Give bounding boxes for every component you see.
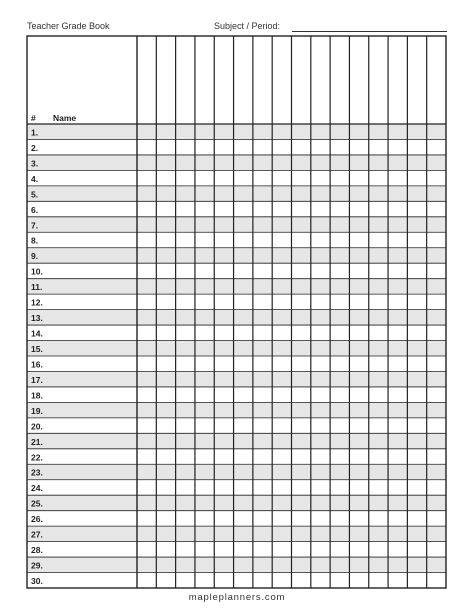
row-number-label: 28. [31, 545, 43, 556]
row-number-label: 8. [31, 235, 39, 246]
row-number-label: 9. [31, 251, 39, 262]
row-shading [27, 155, 446, 170]
row-number-label: 23. [31, 467, 43, 478]
row-number-label: 3. [31, 158, 39, 169]
row-shading [27, 248, 446, 263]
row-number-label: 1. [31, 127, 39, 138]
row-number-label: 25. [31, 498, 43, 509]
row-shading [27, 557, 446, 572]
row-number-label: 18. [31, 390, 43, 401]
subject-period-label: Subject / Period: [214, 21, 281, 31]
row-number-label: 30. [31, 576, 43, 586]
row-number-label: 26. [31, 514, 43, 525]
footer-website: mapleplanners.com [188, 592, 286, 603]
row-number-label: 17. [31, 374, 43, 385]
row-number-label: 11. [31, 282, 43, 293]
row-number-label: 24. [31, 483, 43, 494]
row-number-label: 14. [31, 328, 43, 339]
row-shading [27, 217, 446, 232]
row-number-label: 19. [31, 405, 43, 416]
row-number-label: 20. [31, 421, 43, 432]
row-number-label: 27. [31, 529, 43, 540]
row-number-label: 13. [31, 313, 43, 324]
row-shading [27, 341, 446, 356]
number-column-header: # [31, 113, 36, 123]
row-number-label: 29. [31, 560, 43, 571]
row-number-label: 2. [31, 142, 39, 153]
row-number-label: 12. [31, 297, 43, 308]
row-shading [27, 279, 446, 294]
row-number-label: 4. [31, 173, 39, 184]
row-number-label: 21. [31, 436, 43, 447]
row-number-label: 10. [31, 266, 43, 277]
row-shading [27, 124, 446, 139]
row-number-label: 5. [31, 189, 39, 200]
row-shading [27, 186, 446, 201]
row-shading [27, 526, 446, 541]
row-number-label: 6. [31, 204, 39, 215]
row-number-label: 16. [31, 359, 43, 370]
row-shading [27, 464, 446, 479]
row-shading [27, 310, 446, 325]
row-shading [27, 371, 446, 386]
row-number-label: 7. [31, 220, 39, 231]
row-number-label: 22. [31, 452, 43, 463]
row-shading [27, 433, 446, 448]
row-shading [27, 495, 446, 510]
name-column-header: Name [53, 113, 77, 123]
row-number-label: 15. [31, 344, 43, 354]
row-shading [27, 402, 446, 417]
page-title: Teacher Grade Book [27, 21, 110, 31]
